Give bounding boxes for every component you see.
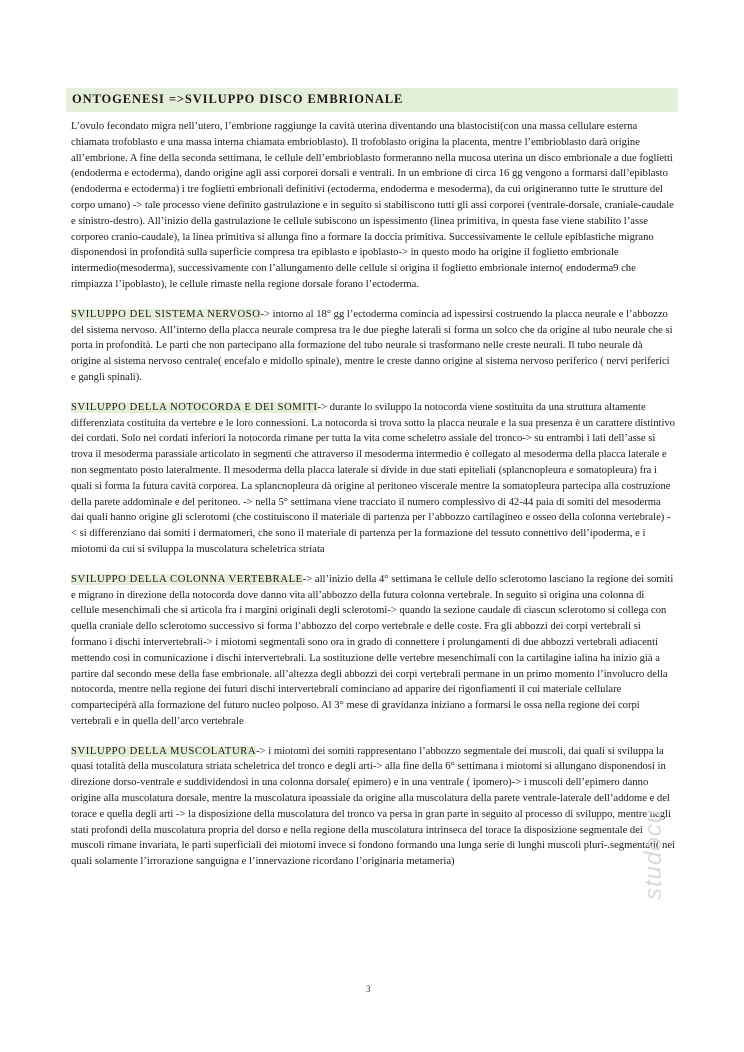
paragraph-notochord [71,400,675,558]
page-number: 3 [366,984,371,994]
paragraph-text: L’ovulo fecondato migra nell’utero, l’embrione raggiunge la cavità uterina diventando una blastocisti(con una massa cellulare esterna chiamata trofoblasto e una massa interna chiamata embrioblasto). Il trofoblasto origina la placenta, mentre l’embrioblasto darà origine all’embrione. A fine della seconda settimana, le cellule dell’embrioblasto formeranno nella mucosa uterina un disco embrionale a due foglietti (endoderma e ectoderma), dando origine agli assi corporei dorsali e ventrali. In un embrione di circa 16 gg vengono a formarsi dall’epiblasto (endoderma e ectoderma) i tre foglietti embrionali definitivi (ectoderma, endoderma e mesoderma), da cui origineranno tutte le strutture del corpo umano) -> tale processo viene definito gastrulazione e in seguito si stabiliscono tutti gli assi corporei (ventrale-dorsale, craniale-caudale e sinistro-destro). All’inizio della gastrulazione le cellule subiscono un ispessimento (linea primitiva, in questa fase viene stabilito l’asse corporeo cranio-caudale), la linea primitiva si allunga fino a formare la doccia primitiva. Successivamente le cellule epiblastiche migrano disponendosi in profondità sulla superficie compresa tra epiblasto e ipoblasto-> in questo modo ha origine il foglietto embrionale intermedio(mesoderma), successivamente con l’allungamento delle cellule si origina il foglietto embrionale interno( endoderma9 che rimpiazza l’ipoblasto), le cellule rimaste nella regione dorsale forano l’ectoderma. [71,121,674,290]
paragraph-spine [71,572,675,730]
section-heading: SVILUPPO DELLA MUSCOLATURA [71,745,257,757]
page-title: ONTOGENESI =>SVILUPPO DISCO EMBRIONALE [72,92,404,106]
paragraph-text: -> all’inizio della 4° settimana le cellule dello sclerotomo lasciano la regione dei somiti e migrano in direzione della notocorda dove danno vita all’abbozzo della futura colonna vertebrale. In seguito si origina una colonna di cellule mesenchimali che si articola fra i margini originali degli sclerotomi-> quando la sezione caudale di ciascun sclerotomo si collega con quella craniale dello sclerotomo successivo si forma l’abbozzo del corpo vertebrale e delle coste. Fra gli abbozzi dei corpi vertebrali si formano i dischi intervertebrali-> i miotomi segmentali sono ora in grado di connettere i prolungamenti di due abbozzi vertebrali adiacenti mettendo così in comunicazione i dischi intervertebrali. La sostituzione delle vertebre mesenchimali con la cartilagine ialina ha inizio già a partire dal secondo mese della fase embrionale. all’altezza degli abbozzi dei corpi vertebrali permane in un primo momento l’involucro della notocorda, mentre nella regione dei futuri dischi intervertebrali cominciano ad apparire dei rigonfiamenti il cui materiale cellulare compartecipérà alla formazione del futuro nucleo polposo. Al 3° mese di gravidanza iniziano a formarsi le ossa nella regione dei corpi vertebrali e in quella dell’arco vertebrale [71,573,674,727]
paragraph-text: -> intorno al 18° gg l’ectoderma comincia ad ispessirsi costruendo la placca neurale e l’abbozzo del sistema nervoso. All’interno della placca neurale compresa tra le due pieghe laterali si forma un solco che da origine al tubo neurale che si porta in profondità. Le parti che non partecipano alla formazione del tubo neurale si trasformano nelle creste neurali. Il tubo neurale dà origine al sistema nervoso centrale( encefalo e midollo spinale), mentre le creste danno origine al sistema nervoso periferico ( nervi periferici e gangli spinali). [71,308,673,383]
paragraph-nervous-system [71,307,675,386]
content [71,119,675,884]
title-bar [66,88,678,112]
section-heading: SVILUPPO DELLA NOTOCORDA E DEI SOMITI [71,401,318,413]
paragraph-musculature [71,744,675,870]
watermark: studocu [640,808,667,900]
paragraph-text: -> durante lo sviluppo la notocorda viene sostituita da una struttura altamente differenziata costituita da vertebre e le loro connessioni. La notocorda si trova sotto la placca neurale e la sua presenza è un carattere distintivo dei cordati. Solo nei cordati inferiori la notocorda rimane per tutta la vita come scheletro assiale del tronco-> su entrambi i lati dell’asse si trova il mesoderma parassiale articolato in segmenti che attraverso il mesoderma intermedio è collegato al mesoderma della placca laterale e non segmentato posto lateralmente. Il mesoderma della placca laterale si divide in due stati epiteliali (splancnopleura e somatopleura) fra i quali si forma la futura cavità corporea. La splancnopleura dà origine al peritoneo viscerale mentre la somatopleura partecipa alla costruzione della parete addominale e del peritoneo. -> nella 5° settimana viene tracciato il numero complessivo di 42-44 paia di somiti del mesoderma dai quali hanno origine gli sclerotomi (che costituiscono il materiale di partenza per l’abbozzo cartilagineo e osseo della colonna vertebrale) -< si differenziano dai somiti i dermatomeri, che sono il materiale di partenza per la formazione del tessuto connettivo dell’ipoderma, e i miotomi da cui si sviluppa la muscolatura scheletrica striata [71,401,675,555]
paragraph-intro [71,119,675,293]
section-heading: SVILUPPO DELLA COLONNA VERTEBRALE [71,573,303,585]
section-heading: SVILUPPO DEL SISTEMA NERVOSO [71,308,261,320]
paragraph-text: -> i miotomi dei somiti rappresentano l’abbozzo segmentale dei muscoli, dai quali si sviluppa la quasi totalità della muscolatura striata scheletrica del tronco e degli arti-> alla fine della 6° settimana i miotomi si allungano disponendosi in direzione dorso-ventrale e suddividendosi in una colonna dorsale( epimero) e in una ventrale ( ipomero)-> i muscoli dell’epimero danno origine alla muscolatura dorsale, mentre la muscolatura ipoassiale da origine alla muscolatura della parete ventrale-laterale dell’addome e del torace e quella degli arti -> la disposizione della muscolatura del tronco va persa in gran parte in seguito al processo di sviluppo, mentre negli stati profondi della muscolatura propria del dorso e nella regione della muscolatura intrinseca del torace la disposizione segmentale dei muscoli rimane invariata, le parti superficiali dei miotomi invece si fondono formando una lunga serie di lunghi muscoli pluri-.segmentati( nei quali solamente l’irrorazione sanguigna e l’innervazione ricordano l’originaria metameria) [71,745,675,868]
